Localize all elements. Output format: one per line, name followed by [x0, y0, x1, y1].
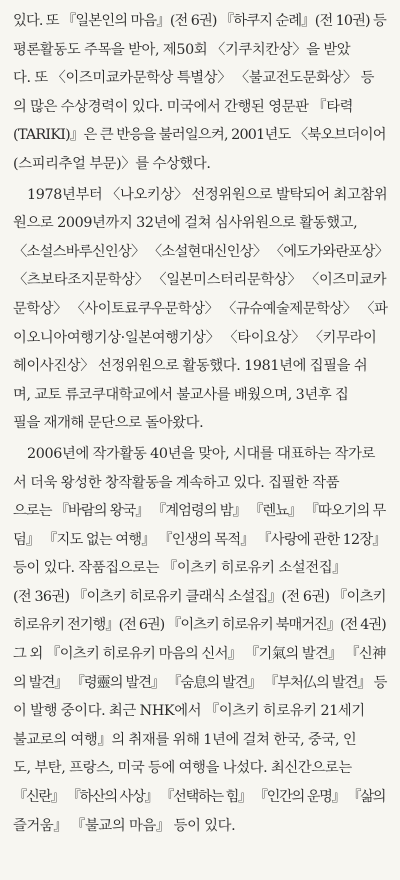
- text-line: 이 발행 중이다. 최근 NHK에서 『이츠키 히로유키 21세기: [13, 703, 365, 720]
- text-line: (전 36권) 『이츠키 히로유키 클래식 소설집』(전 6권) 『이츠키: [13, 588, 386, 605]
- text-line: 원으로 2009년까지 32년에 걸쳐 심사위원으로 활동했고,: [13, 215, 358, 232]
- text-line: 며, 교토 류코쿠대학교에서 불교사를 배웠으며, 3년후 집: [13, 386, 349, 403]
- text-line: 덤』 『지도 없는 여행』 『인생의 목적』 『사랑에 관한 12장』: [13, 531, 386, 548]
- text-line: 2006년에 작가활동 40년을 맞아, 시대를 대표하는 작가로: [27, 445, 376, 462]
- text-line: 으로는 『바람의 왕국』 『계엄령의 밤』 『렌뇨』 『따오기의 무: [13, 503, 386, 520]
- text-line: 이오니아여행기상·일본여행기상〉 〈타이요상〉 〈키무라이: [13, 329, 377, 346]
- text-line: 등이 있다. 작품집으로는 『이츠키 히로유키 소설전집』: [13, 560, 347, 577]
- text-line: 1978년부터 〈나오키상〉 선정위원으로 발탁되어 최고참위: [27, 186, 388, 203]
- text-line: 필을 재개해 문단으로 돌아왔다.: [13, 415, 204, 432]
- text-line: 〈소설스바루신인상〉 〈소설현대신인상〉 〈에도가와란포상〉: [13, 243, 389, 260]
- text-line: 서 더욱 왕성한 창작활동을 계속하고 있다. 집필한 작품: [13, 474, 340, 491]
- text-line: 『신란』 『하산의 사상』 『선택하는 힘』 『인간의 운명』 『삶의: [13, 789, 386, 806]
- text-line: 도, 부탄, 프랑스, 미국 등에 여행을 나섰다. 최신간으로는: [13, 760, 352, 777]
- paragraph-awards: [13, 7, 388, 179]
- text-line: (스피리추얼 부문)〉를 수상했다.: [13, 155, 211, 172]
- text-line: 헤이사진상〉 선정위원으로 활동했다. 1981년에 집필을 쉬: [13, 358, 368, 375]
- text-line: 즐거움』 『불교의 마음』 등이 있다.: [13, 817, 236, 834]
- text-line: 의 많은 수상경력이 있다. 미국에서 간행된 영문판 『타력: [13, 98, 354, 115]
- text-line: 불교로의 여행』의 취재를 위해 1년에 걸쳐 한국, 중국, 인: [13, 731, 357, 748]
- text-line: 평론활동도 주목을 받아, 제50회 〈기쿠치칸상〉을 받았: [13, 41, 351, 58]
- paragraph-works: [13, 440, 388, 840]
- text-line: 다. 또 〈이즈미쿄카문학상 특별상〉 〈불교전도문화상〉 등: [13, 70, 375, 87]
- text-line: 문학상〉 〈사이토료쿠우문학상〉 〈규슈예술제문학상〉 〈파: [13, 300, 388, 317]
- text-line: 있다. 또 『일본인의 마음』(전 6권) 『하쿠지 순례』(전 10권) 등: [13, 13, 386, 29]
- text-line: 의 발견』 『령靈의 발견』 『숨息의 발견』 『부처仏의 발견』 등: [13, 674, 387, 691]
- text-line: 〈츠보타조지문학상〉 〈일본미스터리문학상〉 〈이즈미쿄카: [13, 272, 387, 289]
- text-line: 그 외 『이츠키 히로유키 마음의 신서』 『기氣의 발견』 『신神: [13, 646, 386, 663]
- text-line: 히로유키 전기행』(전 6권) 『이츠키 히로유키 북매거진』(전 4권): [13, 617, 386, 634]
- text-line: (TARIKI)』은 큰 반응을 불러일으켜, 2001년도 〈북오브더이어: [13, 127, 386, 144]
- paragraph-selection-committee: [13, 181, 388, 438]
